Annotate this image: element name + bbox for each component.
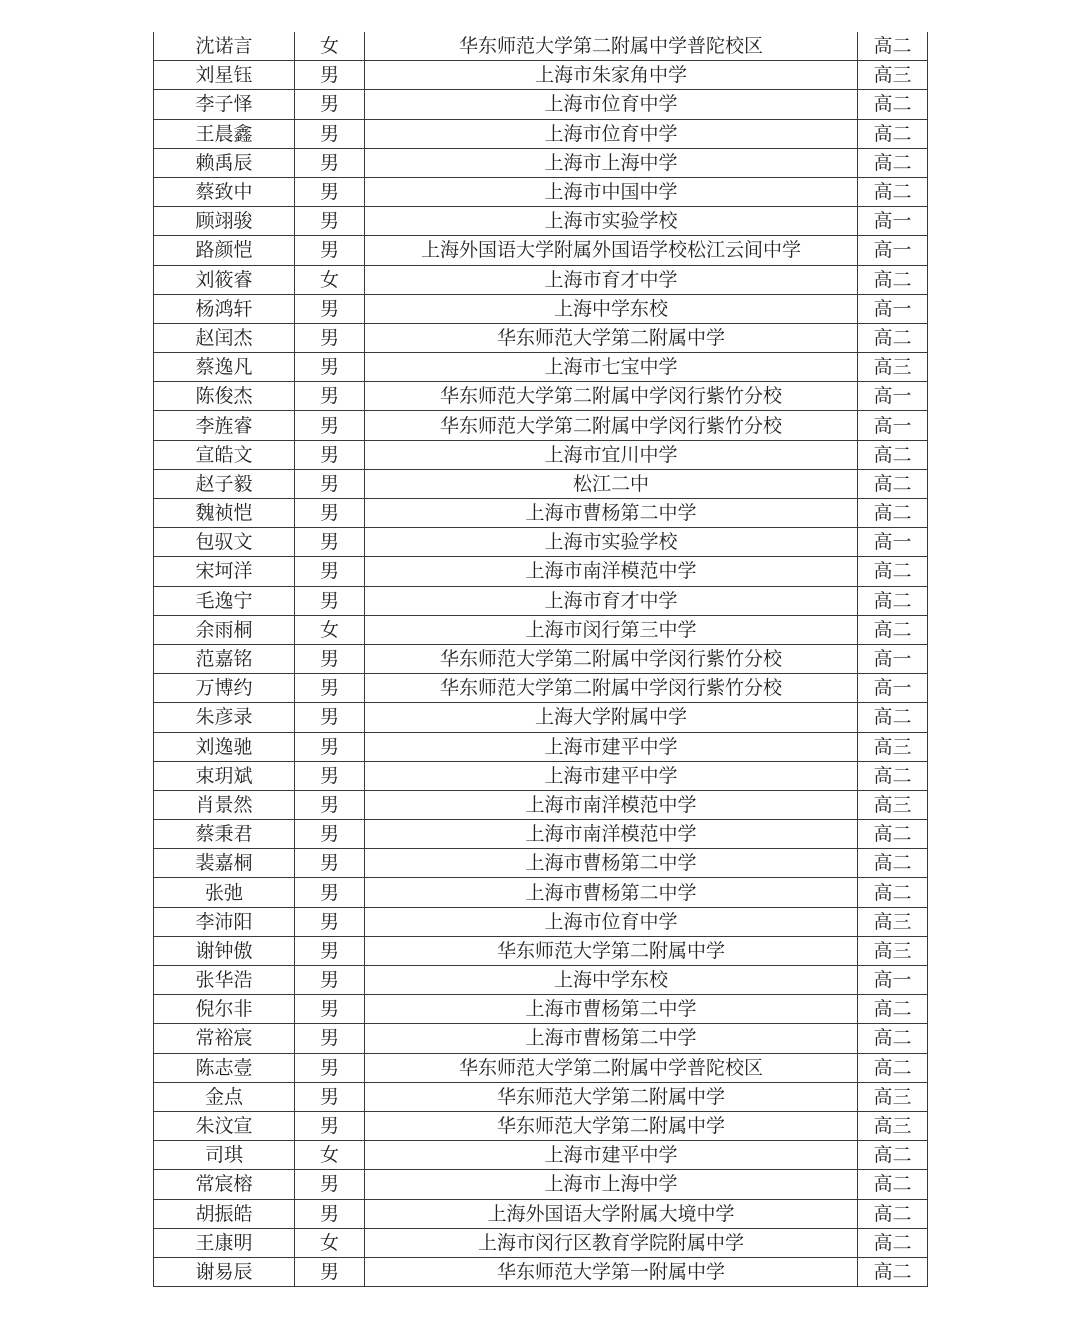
student-name-cell: 宋坷洋 xyxy=(154,557,295,586)
student-name-cell: 蔡逸凡 xyxy=(154,353,295,382)
school-cell: 上海市中国中学 xyxy=(365,177,858,206)
student-name-cell: 宣皓文 xyxy=(154,440,295,469)
grade-cell: 高二 xyxy=(858,820,928,849)
table-row xyxy=(154,586,928,615)
school-cell: 华东师范大学第二附属中学 xyxy=(365,1082,858,1111)
table-row xyxy=(154,469,928,498)
school-cell: 上海市位育中学 xyxy=(365,90,858,119)
school-cell: 上海市上海中学 xyxy=(365,1170,858,1199)
gender-cell: 男 xyxy=(295,966,365,995)
gender-cell: 男 xyxy=(295,732,365,761)
student-name-cell: 陈俊杰 xyxy=(154,382,295,411)
school-cell: 华东师范大学第二附属中学 xyxy=(365,936,858,965)
gender-cell: 男 xyxy=(295,440,365,469)
gender-cell: 男 xyxy=(295,382,365,411)
grade-cell: 高二 xyxy=(858,878,928,907)
student-name-cell: 顾翊骏 xyxy=(154,207,295,236)
table-row xyxy=(154,90,928,119)
student-name-cell: 陈志壹 xyxy=(154,1053,295,1082)
table-row xyxy=(154,148,928,177)
student-name-cell: 常宸榕 xyxy=(154,1170,295,1199)
gender-cell: 男 xyxy=(295,1053,365,1082)
table-row xyxy=(154,323,928,352)
gender-cell: 男 xyxy=(295,995,365,1024)
table-row xyxy=(154,966,928,995)
student-name-cell: 裴嘉桐 xyxy=(154,849,295,878)
student-name-cell: 朱汶宣 xyxy=(154,1111,295,1140)
student-name-cell: 肖景然 xyxy=(154,790,295,819)
grade-cell: 高二 xyxy=(858,469,928,498)
grade-cell: 高三 xyxy=(858,1082,928,1111)
gender-cell: 男 xyxy=(295,849,365,878)
school-cell: 上海市南洋模范中学 xyxy=(365,557,858,586)
grade-cell: 高二 xyxy=(858,499,928,528)
gender-cell: 男 xyxy=(295,820,365,849)
table-row xyxy=(154,761,928,790)
student-name-cell: 杨鸿轩 xyxy=(154,294,295,323)
student-name-cell: 万博约 xyxy=(154,674,295,703)
grade-cell: 高二 xyxy=(858,1141,928,1170)
table-row xyxy=(154,703,928,732)
student-name-cell: 谢易辰 xyxy=(154,1257,295,1286)
student-name-cell: 王晨鑫 xyxy=(154,119,295,148)
student-name-cell: 常裕宸 xyxy=(154,1024,295,1053)
grade-cell: 高二 xyxy=(858,148,928,177)
gender-cell: 男 xyxy=(295,674,365,703)
school-cell: 上海市宜川中学 xyxy=(365,440,858,469)
gender-cell: 男 xyxy=(295,119,365,148)
grade-cell: 高二 xyxy=(858,586,928,615)
table-row xyxy=(154,907,928,936)
gender-cell: 男 xyxy=(295,323,365,352)
school-cell: 华东师范大学第二附属中学闵行紫竹分校 xyxy=(365,411,858,440)
grade-cell: 高一 xyxy=(858,382,928,411)
gender-cell: 男 xyxy=(295,557,365,586)
student-name-cell: 刘逸驰 xyxy=(154,732,295,761)
gender-cell: 男 xyxy=(295,761,365,790)
grade-cell: 高二 xyxy=(858,1170,928,1199)
gender-cell: 男 xyxy=(295,1111,365,1140)
grade-cell: 高一 xyxy=(858,411,928,440)
school-cell: 华东师范大学第二附属中学闵行紫竹分校 xyxy=(365,382,858,411)
table-row xyxy=(154,499,928,528)
gender-cell: 男 xyxy=(295,61,365,90)
school-cell: 上海大学附属中学 xyxy=(365,703,858,732)
grade-cell: 高二 xyxy=(858,849,928,878)
gender-cell: 男 xyxy=(295,1082,365,1111)
student-name-cell: 王康明 xyxy=(154,1228,295,1257)
table-row xyxy=(154,1024,928,1053)
grade-cell: 高二 xyxy=(858,1024,928,1053)
table-row xyxy=(154,294,928,323)
student-name-cell: 刘星钰 xyxy=(154,61,295,90)
student-name-cell: 金点 xyxy=(154,1082,295,1111)
table-row xyxy=(154,411,928,440)
school-cell: 上海市曹杨第二中学 xyxy=(365,878,858,907)
school-cell: 华东师范大学第二附属中学 xyxy=(365,1111,858,1140)
student-name-cell: 包驭文 xyxy=(154,528,295,557)
roster-sheet xyxy=(153,32,927,1287)
grade-cell: 高一 xyxy=(858,674,928,703)
table-row xyxy=(154,820,928,849)
gender-cell: 男 xyxy=(295,207,365,236)
school-cell: 华东师范大学第二附属中学闵行紫竹分校 xyxy=(365,674,858,703)
gender-cell: 男 xyxy=(295,936,365,965)
table-row xyxy=(154,878,928,907)
table-row xyxy=(154,265,928,294)
school-cell: 华东师范大学第二附属中学普陀校区 xyxy=(365,32,858,61)
school-cell: 上海市朱家角中学 xyxy=(365,61,858,90)
student-name-cell: 魏祯恺 xyxy=(154,499,295,528)
grade-cell: 高二 xyxy=(858,703,928,732)
grade-cell: 高三 xyxy=(858,907,928,936)
student-name-cell: 李沛阳 xyxy=(154,907,295,936)
student-name-cell: 张弛 xyxy=(154,878,295,907)
gender-cell: 男 xyxy=(295,469,365,498)
grade-cell: 高二 xyxy=(858,265,928,294)
school-cell: 上海市上海中学 xyxy=(365,148,858,177)
gender-cell: 男 xyxy=(295,703,365,732)
school-cell: 上海中学东校 xyxy=(365,294,858,323)
table-row xyxy=(154,207,928,236)
table-row xyxy=(154,557,928,586)
school-cell: 上海市实验学校 xyxy=(365,528,858,557)
school-cell: 上海市七宝中学 xyxy=(365,353,858,382)
grade-cell: 高二 xyxy=(858,32,928,61)
table-row xyxy=(154,849,928,878)
table-row xyxy=(154,1141,928,1170)
grade-cell: 高二 xyxy=(858,557,928,586)
table-row xyxy=(154,790,928,819)
student-name-cell: 胡振皓 xyxy=(154,1199,295,1228)
school-cell: 上海市闵行区教育学院附属中学 xyxy=(365,1228,858,1257)
gender-cell: 男 xyxy=(295,1024,365,1053)
school-cell: 华东师范大学第二附属中学 xyxy=(365,323,858,352)
table-row xyxy=(154,1170,928,1199)
gender-cell: 女 xyxy=(295,615,365,644)
gender-cell: 男 xyxy=(295,878,365,907)
table-row xyxy=(154,1257,928,1286)
grade-cell: 高二 xyxy=(858,119,928,148)
roster-body xyxy=(154,32,928,1287)
student-name-cell: 蔡秉君 xyxy=(154,820,295,849)
grade-cell: 高三 xyxy=(858,732,928,761)
gender-cell: 男 xyxy=(295,1170,365,1199)
school-cell: 华东师范大学第一附属中学 xyxy=(365,1257,858,1286)
school-cell: 上海市曹杨第二中学 xyxy=(365,1024,858,1053)
school-cell: 上海外国语大学附属大境中学 xyxy=(365,1199,858,1228)
student-name-cell: 赵闰杰 xyxy=(154,323,295,352)
gender-cell: 男 xyxy=(295,294,365,323)
student-name-cell: 朱彦录 xyxy=(154,703,295,732)
table-row xyxy=(154,61,928,90)
gender-cell: 男 xyxy=(295,148,365,177)
student-roster-table xyxy=(153,32,928,1287)
table-row xyxy=(154,936,928,965)
grade-cell: 高二 xyxy=(858,995,928,1024)
school-cell: 上海市曹杨第二中学 xyxy=(365,499,858,528)
student-name-cell: 李旌睿 xyxy=(154,411,295,440)
gender-cell: 男 xyxy=(295,177,365,206)
table-row xyxy=(154,1228,928,1257)
school-cell: 上海中学东校 xyxy=(365,966,858,995)
grade-cell: 高二 xyxy=(858,1199,928,1228)
student-name-cell: 范嘉铭 xyxy=(154,644,295,673)
student-name-cell: 束玥斌 xyxy=(154,761,295,790)
student-name-cell: 赖禹辰 xyxy=(154,148,295,177)
gender-cell: 男 xyxy=(295,528,365,557)
school-cell: 上海市建平中学 xyxy=(365,1141,858,1170)
school-cell: 上海市闵行第三中学 xyxy=(365,615,858,644)
school-cell: 上海外国语大学附属外国语学校松江云间中学 xyxy=(365,236,858,265)
school-cell: 华东师范大学第二附属中学闵行紫竹分校 xyxy=(365,644,858,673)
school-cell: 上海市南洋模范中学 xyxy=(365,790,858,819)
gender-cell: 男 xyxy=(295,353,365,382)
student-name-cell: 谢钟傲 xyxy=(154,936,295,965)
table-row xyxy=(154,32,928,61)
table-row xyxy=(154,528,928,557)
school-cell: 上海市育才中学 xyxy=(365,586,858,615)
gender-cell: 女 xyxy=(295,265,365,294)
grade-cell: 高二 xyxy=(858,1228,928,1257)
grade-cell: 高二 xyxy=(858,323,928,352)
school-cell: 上海市建平中学 xyxy=(365,761,858,790)
student-name-cell: 沈诺言 xyxy=(154,32,295,61)
gender-cell: 男 xyxy=(295,644,365,673)
school-cell: 上海市位育中学 xyxy=(365,119,858,148)
gender-cell: 男 xyxy=(295,790,365,819)
table-row xyxy=(154,1111,928,1140)
table-row xyxy=(154,1053,928,1082)
table-row xyxy=(154,177,928,206)
school-cell: 上海市建平中学 xyxy=(365,732,858,761)
table-row xyxy=(154,119,928,148)
school-cell: 上海市曹杨第二中学 xyxy=(365,849,858,878)
grade-cell: 高二 xyxy=(858,761,928,790)
student-name-cell: 司琪 xyxy=(154,1141,295,1170)
table-row xyxy=(154,1082,928,1111)
grade-cell: 高三 xyxy=(858,790,928,819)
gender-cell: 女 xyxy=(295,1228,365,1257)
grade-cell: 高一 xyxy=(858,528,928,557)
table-row xyxy=(154,440,928,469)
school-cell: 上海市曹杨第二中学 xyxy=(365,995,858,1024)
grade-cell: 高二 xyxy=(858,615,928,644)
table-row xyxy=(154,615,928,644)
grade-cell: 高三 xyxy=(858,353,928,382)
student-name-cell: 张华浩 xyxy=(154,966,295,995)
student-name-cell: 蔡致中 xyxy=(154,177,295,206)
grade-cell: 高一 xyxy=(858,236,928,265)
student-name-cell: 李子怿 xyxy=(154,90,295,119)
gender-cell: 男 xyxy=(295,90,365,119)
grade-cell: 高二 xyxy=(858,440,928,469)
student-name-cell: 余雨桐 xyxy=(154,615,295,644)
grade-cell: 高一 xyxy=(858,207,928,236)
grade-cell: 高三 xyxy=(858,1111,928,1140)
school-cell: 华东师范大学第二附属中学普陀校区 xyxy=(365,1053,858,1082)
gender-cell: 男 xyxy=(295,411,365,440)
gender-cell: 男 xyxy=(295,236,365,265)
grade-cell: 高二 xyxy=(858,177,928,206)
table-row xyxy=(154,674,928,703)
gender-cell: 女 xyxy=(295,1141,365,1170)
school-cell: 松江二中 xyxy=(365,469,858,498)
table-row xyxy=(154,353,928,382)
grade-cell: 高二 xyxy=(858,1257,928,1286)
grade-cell: 高二 xyxy=(858,90,928,119)
grade-cell: 高一 xyxy=(858,644,928,673)
table-row xyxy=(154,236,928,265)
student-name-cell: 毛逸宁 xyxy=(154,586,295,615)
grade-cell: 高一 xyxy=(858,294,928,323)
table-row xyxy=(154,382,928,411)
table-row xyxy=(154,732,928,761)
grade-cell: 高三 xyxy=(858,61,928,90)
gender-cell: 男 xyxy=(295,586,365,615)
school-cell: 上海市位育中学 xyxy=(365,907,858,936)
student-name-cell: 倪尔非 xyxy=(154,995,295,1024)
student-name-cell: 赵子毅 xyxy=(154,469,295,498)
gender-cell: 男 xyxy=(295,1257,365,1286)
student-name-cell: 刘筱睿 xyxy=(154,265,295,294)
gender-cell: 男 xyxy=(295,907,365,936)
school-cell: 上海市育才中学 xyxy=(365,265,858,294)
grade-cell: 高二 xyxy=(858,1053,928,1082)
gender-cell: 女 xyxy=(295,32,365,61)
gender-cell: 男 xyxy=(295,1199,365,1228)
table-row xyxy=(154,1199,928,1228)
school-cell: 上海市南洋模范中学 xyxy=(365,820,858,849)
grade-cell: 高一 xyxy=(858,966,928,995)
table-row xyxy=(154,644,928,673)
gender-cell: 男 xyxy=(295,499,365,528)
school-cell: 上海市实验学校 xyxy=(365,207,858,236)
table-row xyxy=(154,995,928,1024)
grade-cell: 高三 xyxy=(858,936,928,965)
student-name-cell: 路颜恺 xyxy=(154,236,295,265)
